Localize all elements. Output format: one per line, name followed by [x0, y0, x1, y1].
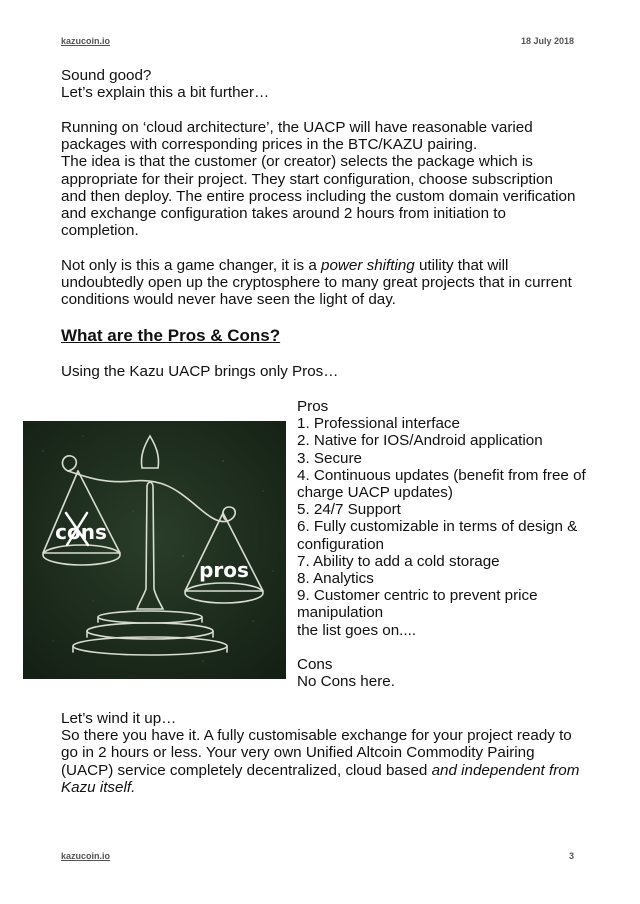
conclusion [61, 710, 581, 796]
conclusion-text: So there you have it. A fully customisable exchange for your project ready to go in 2 hours or less. Your very own Unified Altcoin Commodity Pairing (UACP) service completely decentralized, cloud based [61, 727, 572, 779]
game-changer-text [61, 257, 581, 309]
page-number: 3 [568, 851, 574, 861]
conclusion-line-1: Let’s wind it up… [61, 710, 177, 727]
pros-item-5: 5. 24/7 Support [297, 501, 401, 519]
pros-item-7: 7. Ability to add a cold storage [297, 552, 500, 570]
pros-item-9: 9. Customer centric to prevent price manipulation [297, 587, 538, 622]
spacer [297, 639, 587, 656]
pros-item-3: 3. Secure [297, 449, 363, 467]
pros-item-2: 2. Native for IOS/Android application [297, 432, 543, 450]
cons-title: Cons [297, 656, 333, 674]
cons-text: No Cons here. [297, 673, 395, 691]
footer-site-link[interactable]: kazucoin.io [61, 851, 111, 861]
pros-item-1: 1. Professional interface [297, 415, 460, 433]
architecture-line-2: The idea is that the customer (or creator) selects the package which is appropriate for their project. They start configuration, choose subscription and then deploy. The entire process including the custom domain verification and exchange configuration takes around 2 hours from initiation to completion. [61, 153, 576, 240]
architecture-line-1: Running on ‘cloud architecture’, the UACP will have reasonable varied packages with corresponding prices in the BTC/KAZU pairing. [61, 119, 533, 154]
balance-scale-icon [23, 421, 286, 679]
intro-line-2: Let’s explain this a bit further… [61, 84, 270, 102]
section-heading: What are the Pros & Cons? [61, 326, 281, 345]
intro-line-1: Sound good? [61, 67, 152, 84]
cons-label: cons [55, 520, 107, 544]
header-site-link[interactable]: kazucoin.io [61, 36, 111, 46]
game-changer-emphasis: power shifting [321, 257, 415, 274]
intro [61, 67, 581, 101]
pros-intro: Using the Kazu UACP brings only Pros… [61, 363, 339, 380]
scale-illustration [23, 421, 286, 679]
pros-cons-list [297, 398, 587, 690]
pros-item-6: 6. Fully customizable in terms of design & configuration [297, 518, 578, 553]
conclusion-body [61, 727, 581, 796]
header-date: 18 July 2018 [520, 36, 574, 46]
pros-label: pros [199, 558, 249, 582]
architecture-paragraph [61, 119, 581, 239]
game-changer-paragraph [61, 257, 581, 309]
pros-title: Pros [297, 398, 329, 415]
game-changer-before: Not only is this a game changer, it is a [61, 257, 322, 274]
game-changer-after: utility that will undoubtedly open up the cryptosphere to many great projects that in current conditions would never have seen the light of day. [61, 257, 572, 309]
pros-item-4: 4. Continuous updates (benefit from free of charge UACP updates) [297, 466, 586, 502]
pros-item-8: 8. Analytics [297, 570, 374, 588]
pros-trailer: the list goes on.... [297, 621, 417, 639]
conclusion-emphasis: and independent from Kazu itself. [61, 761, 580, 796]
